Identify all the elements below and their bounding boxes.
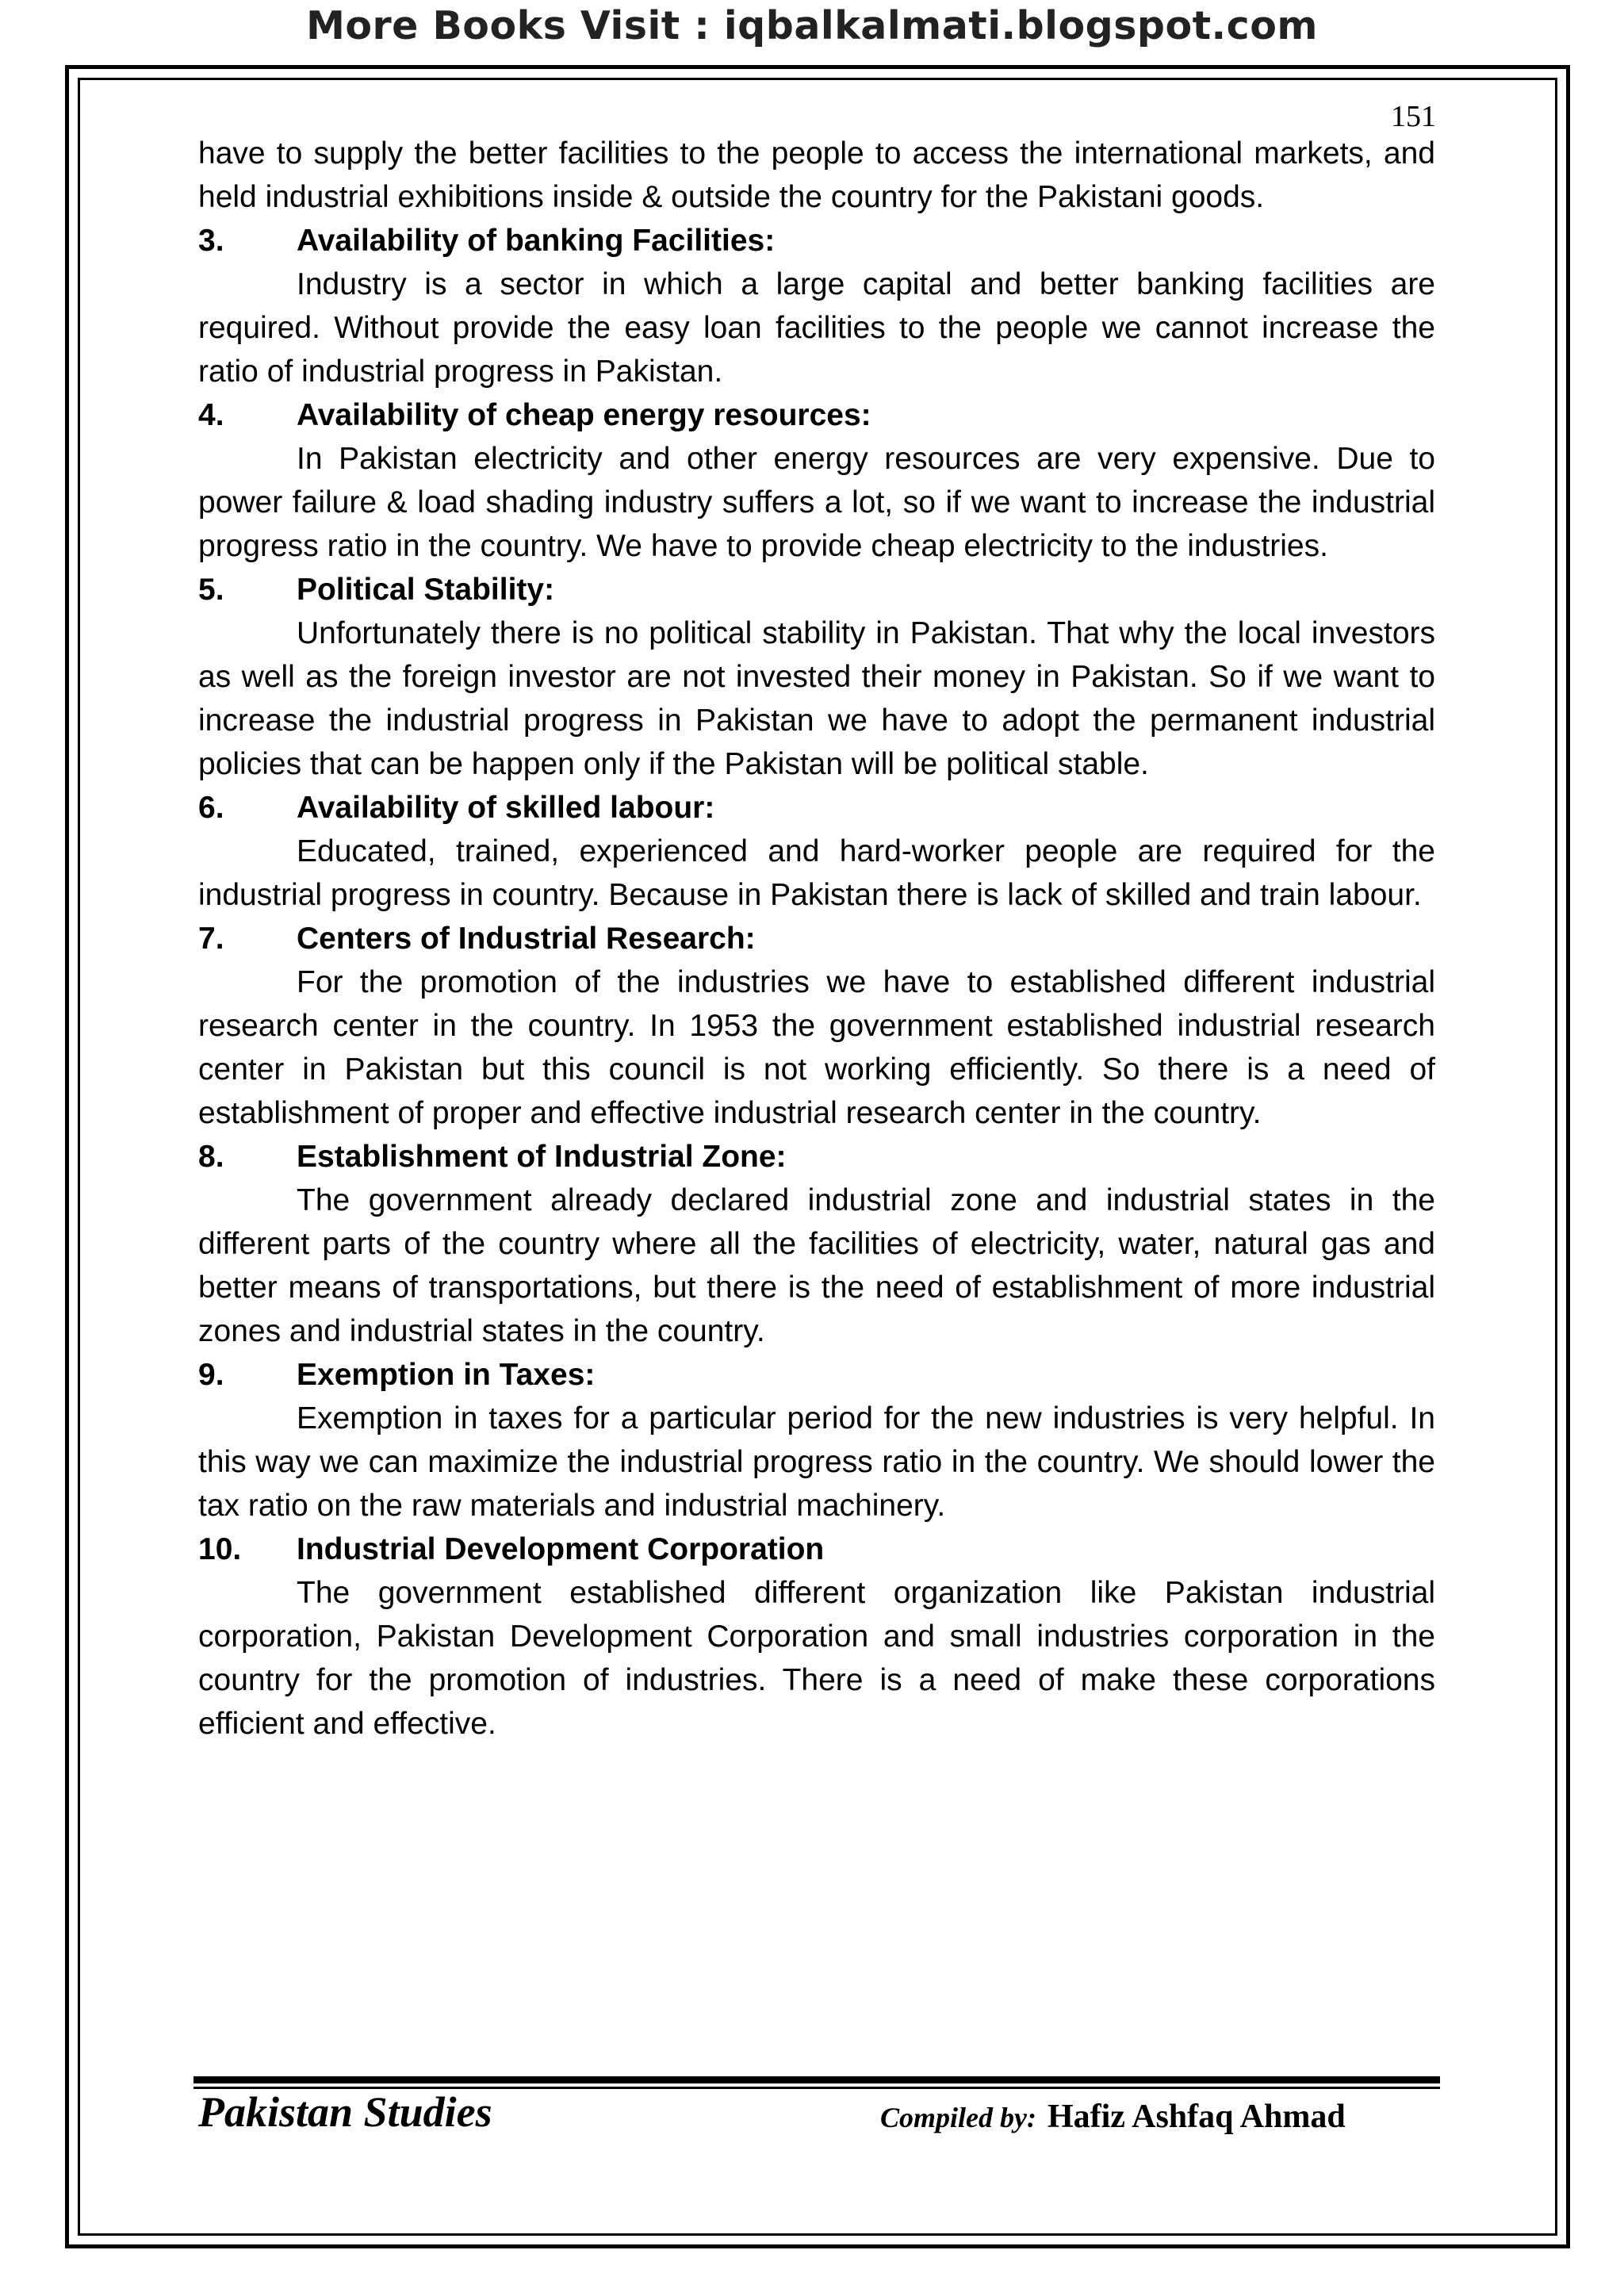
item-paragraph: Industry is a sector in which a large capital and better banking facilities are required. Without provide the easy loan facilities to the people we cannot increase the ratio of industrial progress in Pakistan. [198,267,1435,389]
item-paragraph: The government already declared industrial zone and industrial states in the different parts of the country where all the facilities of electricity, water, natural gas and better means of transportations, but there is the need of establishment of more industrial zones and industrial states in the country. [198,1183,1435,1348]
footer-book-title: Pakistan Studies [198,2088,492,2136]
list-item [198,219,1435,393]
item-paragraph: Educated, trained, experienced and hard-worker people are required for the industrial progress in country. Because in Pakistan there is lack of skilled and train labour. [198,834,1435,912]
item-title: Exemption in Taxes: [297,1358,596,1392]
item-number: 3. [198,224,224,258]
compiled-by-label: Compiled by: [880,2102,1036,2133]
item-paragraph: For the promotion of the industries we have to established different industrial research center in the country. In 1953 the government established industrial research center in Pakistan but this council is not working efficiently. So there is a need of establishment of proper and effective industrial research center in the country. [198,965,1435,1130]
footer-credit [880,2098,1346,2136]
list-item [198,1527,1435,1746]
item-paragraph: Exemption in taxes for a particular period for the new industries is very helpful. In this way we can maximize the industrial progress ratio in the country. We should lower the tax ratio on the raw materials and industrial machinery. [198,1401,1435,1523]
item-number: 8. [198,1140,224,1174]
item-title: Availability of skilled labour: [297,791,715,825]
item-paragraph: Unfortunately there is no political stability in Pakistan. That why the local investors as well as the foreign investor are not invested their money in Pakistan. So if we want to increase the industrial progress in Pakistan we have to adopt the permanent industrial policies that can be happen only if the Pakistan will be political stable. [198,616,1435,781]
item-title: Industrial Development Corporation [297,1532,825,1566]
item-heading [198,1353,1435,1397]
item-title: Availability of cheap energy resources: [297,398,871,432]
intro-paragraph: have to supply the better facilities to the people to access the international markets, and held industrial exhibitions inside & outside the country for the Pakistani goods. [198,136,1435,214]
page-body [198,132,1435,1746]
author-name: Hafiz Ashfaq Ahmad [1047,2099,1346,2135]
item-paragraph: The government established different organization like Pakistan industrial corporation, Pakistan Development Corporation and small industries corporation in the country for the promotion of industries. There is a need of make these corporations efficient and effective. [198,1576,1435,1741]
list-item [198,393,1435,568]
list-item [198,917,1435,1135]
item-number: 6. [198,791,224,825]
item-number: 5. [198,573,224,607]
list-item [198,1353,1435,1527]
item-heading [198,786,1435,830]
site-banner: More Books Visit : iqbalkalmati.blogspot.com [306,3,1318,48]
list-item [198,568,1435,786]
item-heading [198,219,1435,263]
item-heading [198,568,1435,611]
list-item [198,786,1435,917]
item-number: 9. [198,1358,224,1392]
page-number: 151 [1391,100,1436,133]
item-number: 7. [198,922,224,956]
list-item [198,1135,1435,1353]
item-heading [198,917,1435,960]
item-title: Availability of banking Facilities: [297,224,776,258]
item-paragraph: In Pakistan electricity and other energy resources are very expensive. Due to power failure & load shading industry suffers a lot, so if we want to increase the industrial progress ratio in the country. We have to provide cheap electricity to the industries. [198,442,1435,563]
footer-rule [193,2076,1440,2083]
item-title: Centers of Industrial Research: [297,922,756,956]
item-title: Establishment of Industrial Zone: [297,1140,787,1174]
item-number: 4. [198,398,224,432]
item-number: 10. [198,1532,242,1566]
item-heading [198,1135,1435,1179]
item-title: Political Stability: [297,573,555,607]
item-heading [198,393,1435,437]
item-heading [198,1527,1435,1571]
